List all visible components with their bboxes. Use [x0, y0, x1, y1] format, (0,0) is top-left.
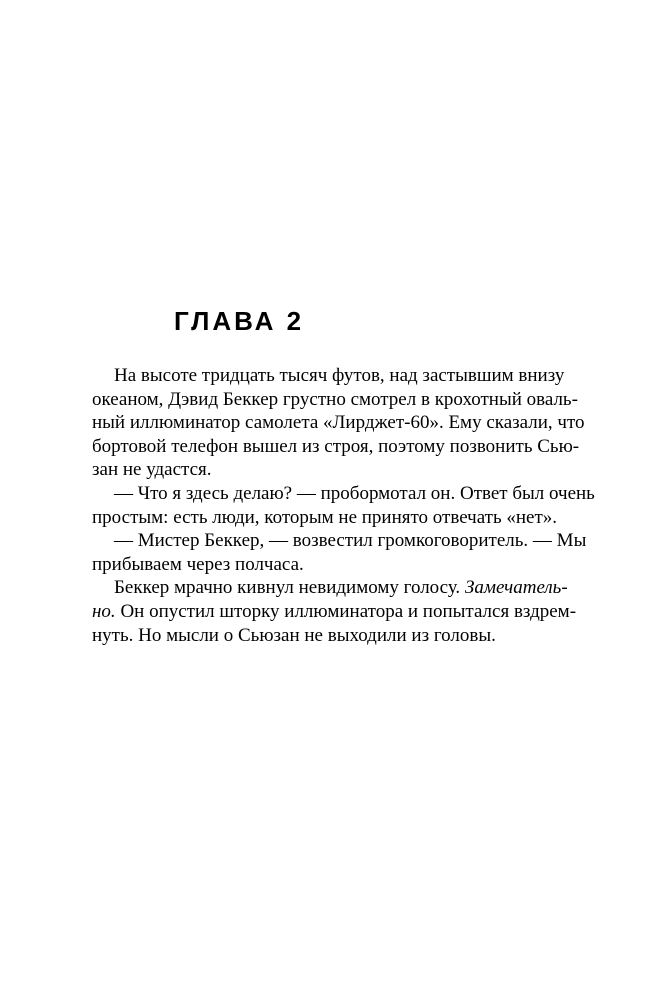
text-line: На высоте тридцать тысяч футов, над застывшим внизу [114, 365, 565, 386]
text-line: — Мистер Беккер, — возвестил громкоговоритель. — Мы [114, 530, 587, 552]
text-line: нуть. Но мысли о Сьюзан не выходили из головы. [92, 624, 496, 646]
text-line [92, 576, 568, 600]
text-line: ный иллюминатор самолета «Лирджет-60». Ему сказали, что [92, 412, 585, 434]
text-line: океаном, Дэвид Беккер грустно смотрел в крохотный оваль- [92, 388, 578, 410]
text-line: бортовой телефон вышел из строя, поэтому позвонить Сью- [92, 435, 580, 457]
emphasis-text: Замечатель- [464, 577, 568, 599]
emphasis-text: но. [92, 600, 116, 622]
text-run: Беккер мрачно кивнул невидимому голосу. [114, 577, 465, 599]
paragraph-4 [92, 576, 577, 647]
chapter-text [92, 364, 595, 647]
text-run: Он опустил шторку иллюминатора и попытался вздрем- [115, 600, 577, 622]
paragraph-1 [92, 364, 585, 482]
paragraph-2 [92, 482, 595, 529]
text-line: зан не удастся. [92, 459, 212, 481]
text-line: простым: есть люди, которым не принято отвечать «нет». [92, 506, 558, 528]
text-line: — Что я здесь делаю? — пробормотал он. Ответ был очень [114, 482, 595, 504]
chapter-title: ГЛАВА 2 [174, 306, 305, 336]
text-line: прибываем через полчаса. [92, 553, 304, 575]
text-line [92, 600, 577, 624]
paragraph-3 [92, 529, 587, 576]
